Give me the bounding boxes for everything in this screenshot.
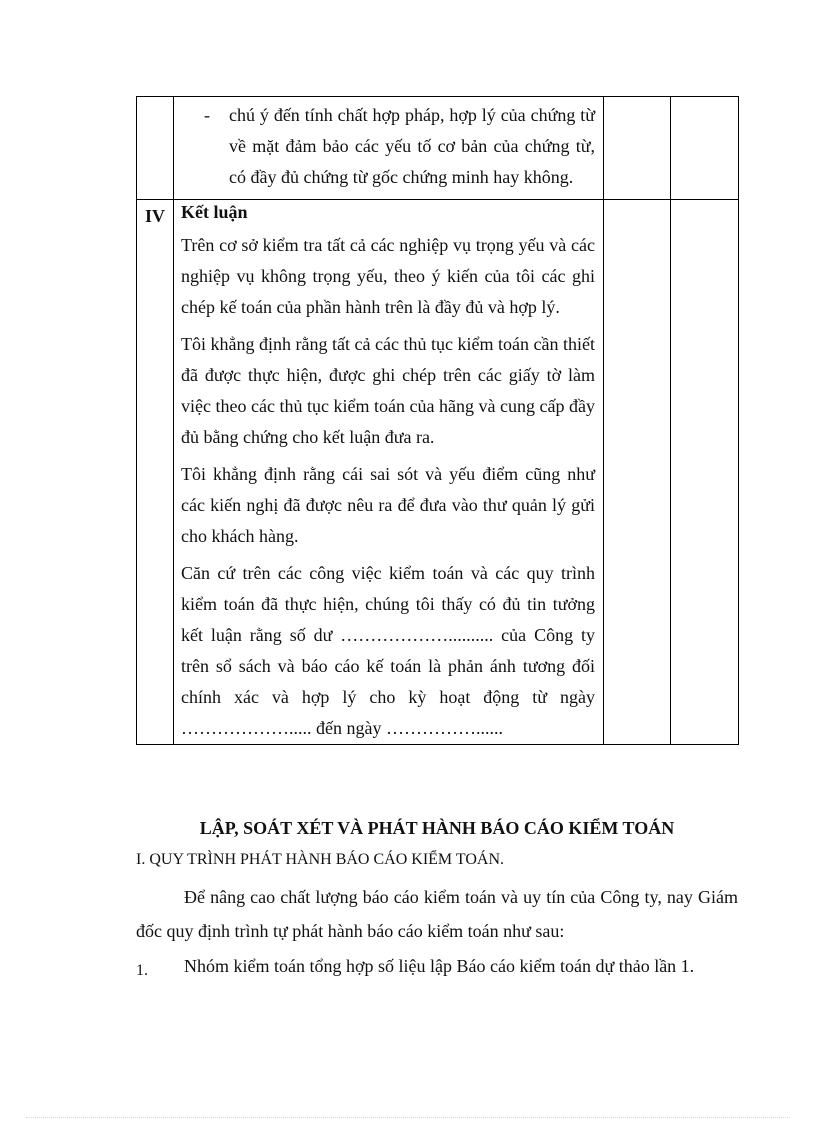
empty-cell: [604, 200, 671, 745]
list-item: [136, 956, 738, 977]
conclusion-cell: [174, 200, 604, 745]
conclusion-paragraph: Tôi khẳng định rằng cái sai sót và yếu điểm cũng như các kiến nghị đã được nêu ra để đưa vào thư quản lý gửi cho khách hàng.: [181, 464, 595, 546]
row-number-cell: IV: [137, 200, 174, 745]
page-divider: [26, 1117, 790, 1118]
list-item-number: 1.: [136, 962, 148, 979]
bullet-text: chú ý đến tính chất hợp pháp, hợp lý của chứng từ về mặt đảm bảo các yếu tố cơ bản của chứng từ, có đầy đủ chứng từ gốc chứng minh hay không.: [229, 105, 595, 187]
conclusion-paragraph: Căn cứ trên các công việc kiểm toán và các quy trình kiểm toán đã thực hiện, chúng tôi thấy có đủ tin tưởng kết luận rằng số dư ……………….......... của Công ty trên sổ sách và báo cáo kế toán là phản ánh tương đối chính xác và hợp lý cho kỳ hoạt động từ ngày ………………..... đến ngày ……………......: [181, 563, 595, 738]
conclusion-title: Kết luận: [181, 202, 248, 222]
content-cell: [174, 97, 604, 200]
intro-paragraph: Để nâng cao chất lượng báo cáo kiểm toán và uy tín của Công ty, nay Giám đốc quy định trình tự phát hành báo cáo kiểm toán như sau:: [136, 887, 738, 941]
row-number-cell: [137, 97, 174, 200]
section-title: LẬP, SOÁT XÉT VÀ PHÁT HÀNH BÁO CÁO KIỂM TOÁN: [199, 818, 675, 838]
empty-cell: [604, 97, 671, 200]
empty-cell: [671, 97, 739, 200]
audit-procedure-table: [136, 96, 739, 745]
conclusion-paragraph: Tôi khẳng định rằng tất cả các thủ tục kiểm toán cần thiết đã được thực hiện, được ghi chép trên các giấy tờ làm việc theo các thủ tục kiểm toán của hãng và cung cấp đầy đủ bằng chứng cho kết luận đưa ra.: [181, 334, 595, 447]
list-item-text: Nhóm kiểm toán tổng hợp số liệu lập Báo cáo kiểm toán dự thảo lần 1.: [184, 956, 695, 976]
conclusion-paragraph: Trên cơ sở kiểm tra tất cả các nghiệp vụ trọng yếu và các nghiệp vụ không trọng yếu, theo ý kiến của tôi các ghi chép kế toán của phần hành trên là đầy đủ và hợp lý.: [181, 235, 595, 317]
empty-cell: [671, 200, 739, 745]
table-row: [137, 97, 739, 200]
dash-marker: -: [204, 105, 210, 125]
subheading: I. QUY TRÌNH PHÁT HÀNH BÁO CÁO KIỂM TOÁN.: [136, 851, 505, 868]
table-row: [137, 200, 739, 745]
